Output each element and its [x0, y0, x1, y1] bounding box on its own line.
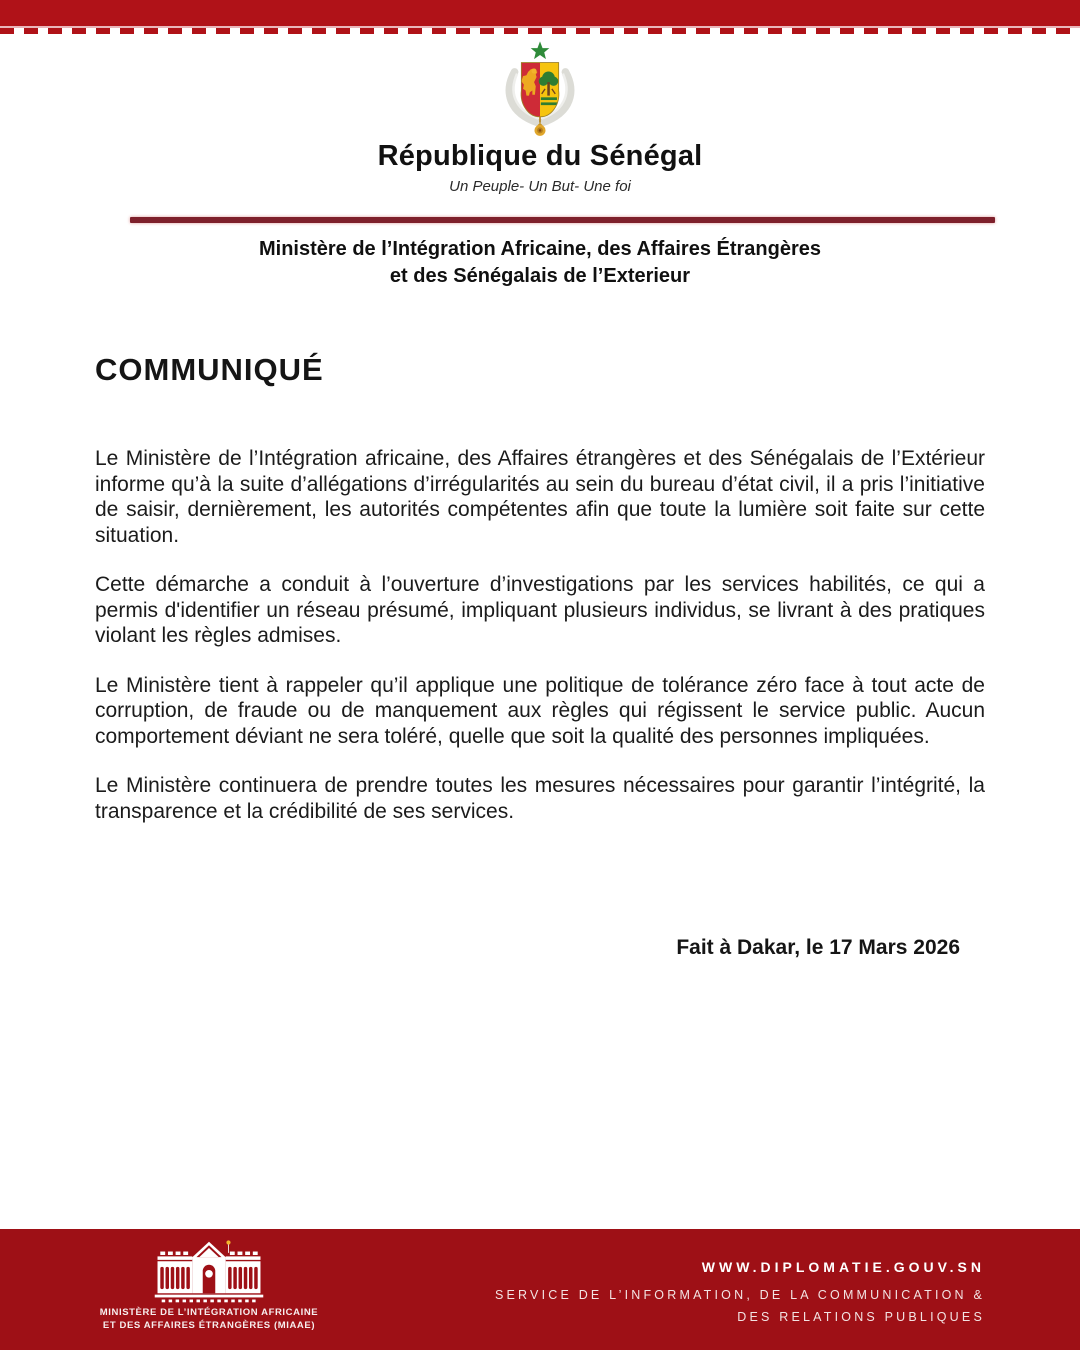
- footer-service-line1: SERVICE DE L’INFORMATION, DE LA COMMUNICATION &: [494, 1288, 985, 1302]
- footer-ministry-line1: MINISTÈRE DE L’INTÉGRATION AFRICAINE: [99, 1307, 319, 1318]
- national-motto: Un Peuple- Un But- Une foi: [449, 178, 631, 195]
- footer-service-label: [495, 1284, 985, 1328]
- footer-service-line2: DES RELATIONS PUBLIQUES: [737, 1310, 985, 1324]
- header: [0, 38, 1080, 290]
- footer-ministry-block: [95, 1239, 323, 1332]
- header-divider: [130, 217, 995, 223]
- ministry-heading-line1: Ministère de l’Intégration Africaine, des Affaires Étrangères: [258, 238, 821, 260]
- footer-contact-block: [495, 1259, 985, 1328]
- senegal-coat-of-arms-icon: [488, 38, 592, 138]
- body-paragraph: Le Ministère tient à rappeler qu’il applique une politique de tolérance zéro face à tout acte de corruption, de fraude ou de manquement aux règles qui régissent le service public. Aucun comportement déviant ne sera toléré, quelle que soit la qualité des personnes impliquées.: [95, 673, 985, 748]
- ministry-heading: [0, 236, 1080, 290]
- body-paragraph: Le Ministère continuera de prendre toutes les mesures nécessaires pour garantir l’intégrité, la transparence et la crédibilité de ses services.: [95, 774, 985, 823]
- body-paragraph: Le Ministère de l’Intégration africaine, des Affaires étrangères et des Sénégalais de l’Extérieur informe qu’à la suite d’allégations d’irrégularités au sein du bureau d’état civil, il a pris l’initiative de saisir, dernièrement, les autorités compétentes afin que toute la lumière soit faite sur cette situation.: [95, 447, 985, 547]
- footer-ministry-line2: ET DES AFFAIRES ÉTRANGÈRES (MIAAE): [102, 1319, 316, 1331]
- footer-website: WWW.DIPLOMATIE.GOUV.SN: [701, 1259, 985, 1275]
- body-text: [95, 446, 985, 824]
- footer-band: [0, 1229, 1080, 1350]
- dateline: Fait à Dakar, le 17 Mars 2026: [676, 936, 960, 959]
- top-red-bar: [0, 0, 1080, 34]
- communique-body: [95, 352, 985, 960]
- body-paragraph: Cette démarche a conduit à l’ouverture d’investigations par les services habilités, ce qui a permis d'identifier un réseau présumé, impliquant plusieurs individus, se livrant à des pratiques violant les règles admises.: [95, 573, 985, 647]
- republic-title: République du Sénégal: [377, 140, 703, 172]
- footer-ministry-label: [95, 1307, 323, 1332]
- ministry-building-icon: [142, 1239, 276, 1303]
- ministry-heading-line2: et des Sénégalais de l’Exterieur: [389, 265, 691, 287]
- communique-title: COMMUNIQUÉ: [95, 352, 324, 387]
